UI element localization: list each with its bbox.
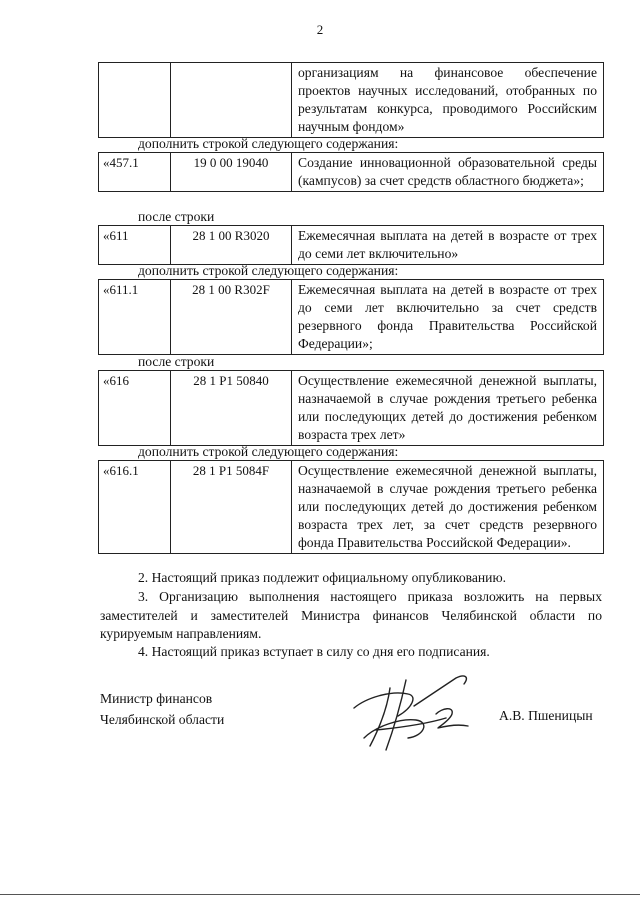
- row-code: «616.1: [99, 461, 171, 553]
- signatory-name: А.В. Пшеницын: [499, 708, 593, 723]
- page-number: 2: [316, 22, 324, 37]
- row-text: Осуществление ежемесячной денежной выплаты, назначаемой в случае рождения третьего ребенка или последующих детей до достижения ребенком возраста трех лет»: [298, 373, 597, 442]
- row-code: «457.1: [99, 153, 171, 191]
- instruction-caption: дополнить строкой следующего содержания:: [138, 444, 399, 459]
- row-text: Создание инновационной образовательной среды (кампусов) за счет средств областного бюджета»;: [298, 155, 597, 188]
- budget-table: [98, 279, 604, 355]
- row-code: «611.1: [99, 280, 171, 354]
- table-row: [99, 226, 603, 264]
- order-paragraph: [100, 588, 602, 644]
- row-code: «611: [99, 226, 171, 264]
- row-kbk: [171, 63, 292, 137]
- row-kbk: 28 1 00 R3020: [171, 226, 292, 264]
- table-row: [99, 461, 603, 553]
- table-row: [99, 153, 603, 191]
- paragraph-text: 3. Организацию выполнения настоящего приказа возложить на первых заместителей и заместителей Министра финансов Челябинской области по курируемым направлениям.: [100, 589, 602, 641]
- handwritten-signature: [346, 668, 486, 758]
- position-line: Министр финансов: [100, 691, 213, 706]
- instruction-caption: после строки: [138, 354, 215, 369]
- row-text: организациям на финансовое обеспечение проектов научных исследований, отобранных по результатам конкурса, проводимого Российским научным фондом»: [298, 65, 597, 134]
- order-paragraph: [100, 569, 602, 588]
- instruction-caption: после строки: [138, 209, 215, 224]
- page-bottom-rule: [0, 894, 640, 895]
- row-text: Осуществление ежемесячной денежной выплаты, назначаемой в случае рождения третьего ребенка или последующих детей до достижения ребенком возраста трех лет, за счет средств резервного фонда Правительства Российской Федерации».: [298, 463, 597, 550]
- paragraph-text: 2. Настоящий приказ подлежит официальному опубликованию.: [138, 570, 506, 585]
- budget-table: [98, 460, 604, 554]
- budget-table: [98, 370, 604, 446]
- row-text: Ежемесячная выплата на детей в возрасте от трех до семи лет включительно»: [298, 228, 597, 261]
- table-row: [99, 63, 603, 137]
- row-code: «616: [99, 371, 171, 445]
- budget-table: [98, 225, 604, 265]
- paragraph-text: 4. Настоящий приказ вступает в силу со дня его подписания.: [138, 644, 490, 659]
- signatory-position: [100, 688, 224, 730]
- table-row: [99, 371, 603, 445]
- row-kbk: 28 1 Р1 50840: [171, 371, 292, 445]
- row-text: Ежемесячная выплата на детей в возрасте от трех до семи лет включительно за счет средств резервного фонда Правительства Российской Федерации»;: [298, 282, 597, 351]
- budget-table: [98, 152, 604, 192]
- instruction-caption: дополнить строкой следующего содержания:: [138, 136, 399, 151]
- budget-table: [98, 62, 604, 138]
- row-code: [99, 63, 171, 137]
- position-line: Челябинской области: [100, 712, 225, 727]
- row-kbk: 28 1 Р1 5084F: [171, 461, 292, 553]
- instruction-caption: дополнить строкой следующего содержания:: [138, 263, 399, 278]
- table-row: [99, 280, 603, 354]
- row-kbk: 28 1 00 R302F: [171, 280, 292, 354]
- order-paragraph: [100, 643, 602, 662]
- row-kbk: 19 0 00 19040: [171, 153, 292, 191]
